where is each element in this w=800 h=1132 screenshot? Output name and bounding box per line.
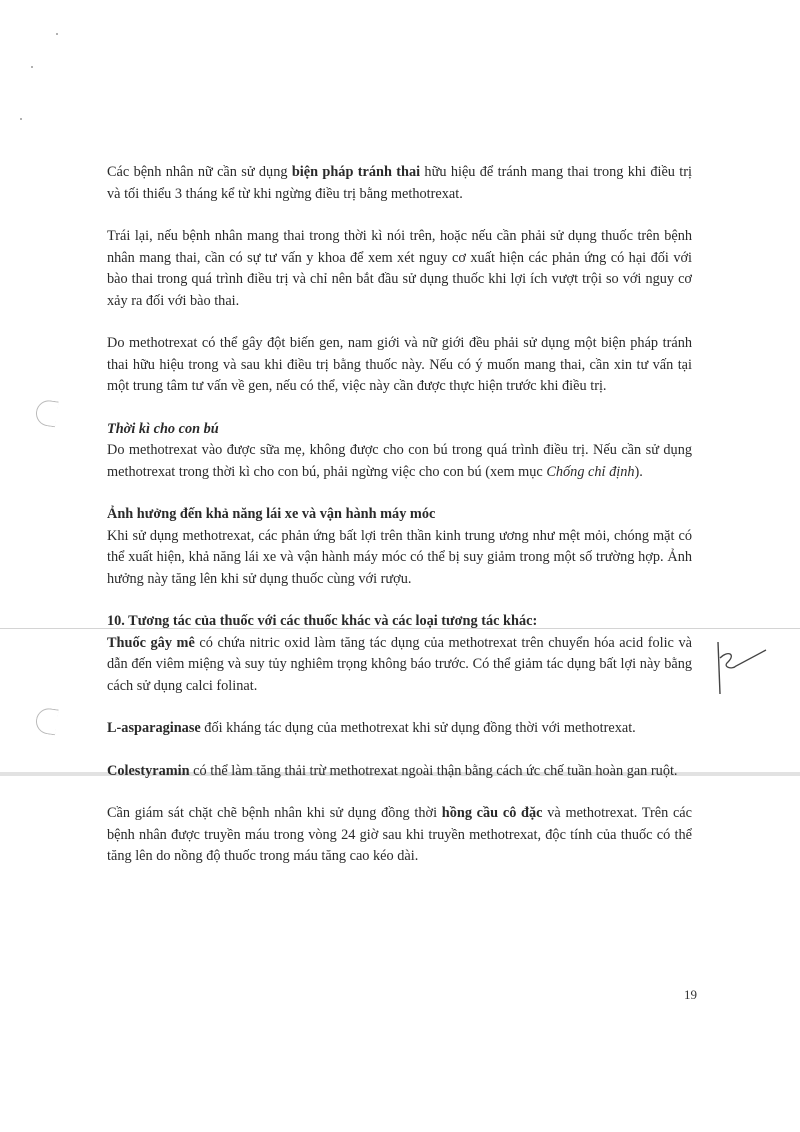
paragraph-red-cells: [107, 803, 692, 868]
heading-text: Thời kì cho con bú: [107, 420, 219, 437]
paragraph-asparaginase: [107, 718, 692, 740]
page-number: 19: [684, 987, 697, 1002]
text: có chứa nitric oxid làm tăng tác dụng của methotrexat trên chuyển hóa acid folic và dẫn đến viêm miệng và suy tủy nghiêm trọng không báo trước. Có thể giảm tác dụng bất lợi này bằng cách sử dụng calci folinat.: [107, 634, 692, 694]
section-reference: Chống chỉ định: [546, 463, 635, 480]
paragraph-pregnancy: Trái lại, nếu bệnh nhân mang thai trong thời kì nói trên, hoặc nếu cần phải sử dụng thuốc trên bệnh nhân mang thai, cần có sự tư vấn y khoa để xem xét nguy cơ xuất hiện các phản ứng có hại đối với bào thai trong quá trình điều trị và chỉ nên bắt đầu sử dụng thuốc khi lợi ích vượt trội so với nguy cơ xảy ra đối với bào thai.: [107, 228, 692, 309]
signature-mark: [706, 636, 770, 696]
bold-term: hồng cầu cô đặc: [441, 805, 543, 821]
heading-text: Ảnh hưởng đến khả năng lái xe và vận hành máy móc: [107, 506, 436, 522]
text: Cần giám sát chặt chẽ bệnh nhân khi sử dụng đồng thời: [107, 805, 442, 821]
bold-term: L-asparaginase: [107, 720, 201, 736]
scan-speck: [56, 33, 58, 35]
scan-speck: [20, 118, 22, 120]
heading-driving: [107, 504, 692, 526]
heading-interactions: [107, 611, 692, 633]
heading-text: 10. Tương tác của thuốc với các thuốc khác và các loại tương tác khác:: [107, 613, 538, 629]
text: Các bệnh nhân nữ cần sử dụng: [107, 164, 292, 180]
text: ).: [634, 463, 643, 480]
paragraph-anesthetic: [107, 633, 692, 698]
text: Do methotrexat vào được sữa mẹ, không được cho con bú trong quá trình điều trị. Nếu cần sử dụng methotrexat trong thời kì cho con bú, phải ngừng việc cho con bú (xem mục: [107, 442, 692, 480]
document-body: [107, 162, 692, 889]
text: đối kháng tác dụng của methotrexat khi sử dụng đồng thời với methotrexat.: [200, 720, 636, 736]
paragraph-contraception: [107, 162, 692, 205]
text: và methotrexat. Trên các bệnh nhân được truyền máu trong vòng 24 giờ sau khi truyền methotrexat, độc tính của thuốc có thể tăng lên do nồng độ thuốc trong máu tăng cao kéo dài.: [107, 805, 692, 864]
paragraph-genetic: Do methotrexat có thể gây đột biến gen, nam giới và nữ giới đều phải sử dụng một biện pháp tránh thai hữu hiệu trong và sau khi điều trị bằng thuốc này. Nếu có ý muốn mang thai, cần xin tư vấn tại một trung tâm tư vấn về gen, nếu có thể, việc này cần được thực hiện trước khi điều trị.: [107, 335, 692, 394]
bold-term: biện pháp tránh thai: [291, 164, 421, 180]
punch-hole-mark: [34, 399, 58, 428]
scan-speck: [31, 66, 33, 68]
punch-hole-mark: [34, 707, 58, 736]
paragraph-breastfeeding: [107, 440, 692, 483]
bold-term: Thuốc gây mê: [107, 634, 195, 651]
paragraph-driving: Khi sử dụng methotrexat, các phản ứng bất lợi trên thần kinh trung ương như mệt mỏi, chóng mặt có thể xuất hiện, khả năng lái xe và vận hành máy móc có thể bị suy giảm trong một số trường hợp. Ảnh hưởng này tăng lên khi sử dụng thuốc cùng với rượu.: [107, 527, 692, 587]
paragraph-colestyramin: [107, 761, 692, 783]
text: hữu hiệu để tránh mang thai trong khi điều trị và tối thiểu 3 tháng kể từ khi ngừng điều trị bằng methotrexat.: [107, 164, 692, 202]
heading-breastfeeding: [107, 419, 692, 441]
text: có thể làm tăng thải trừ methotrexat ngoài thận bằng cách ức chế tuần hoàn gan ruột.: [189, 762, 678, 779]
bold-term: Colestyramin: [107, 762, 190, 779]
